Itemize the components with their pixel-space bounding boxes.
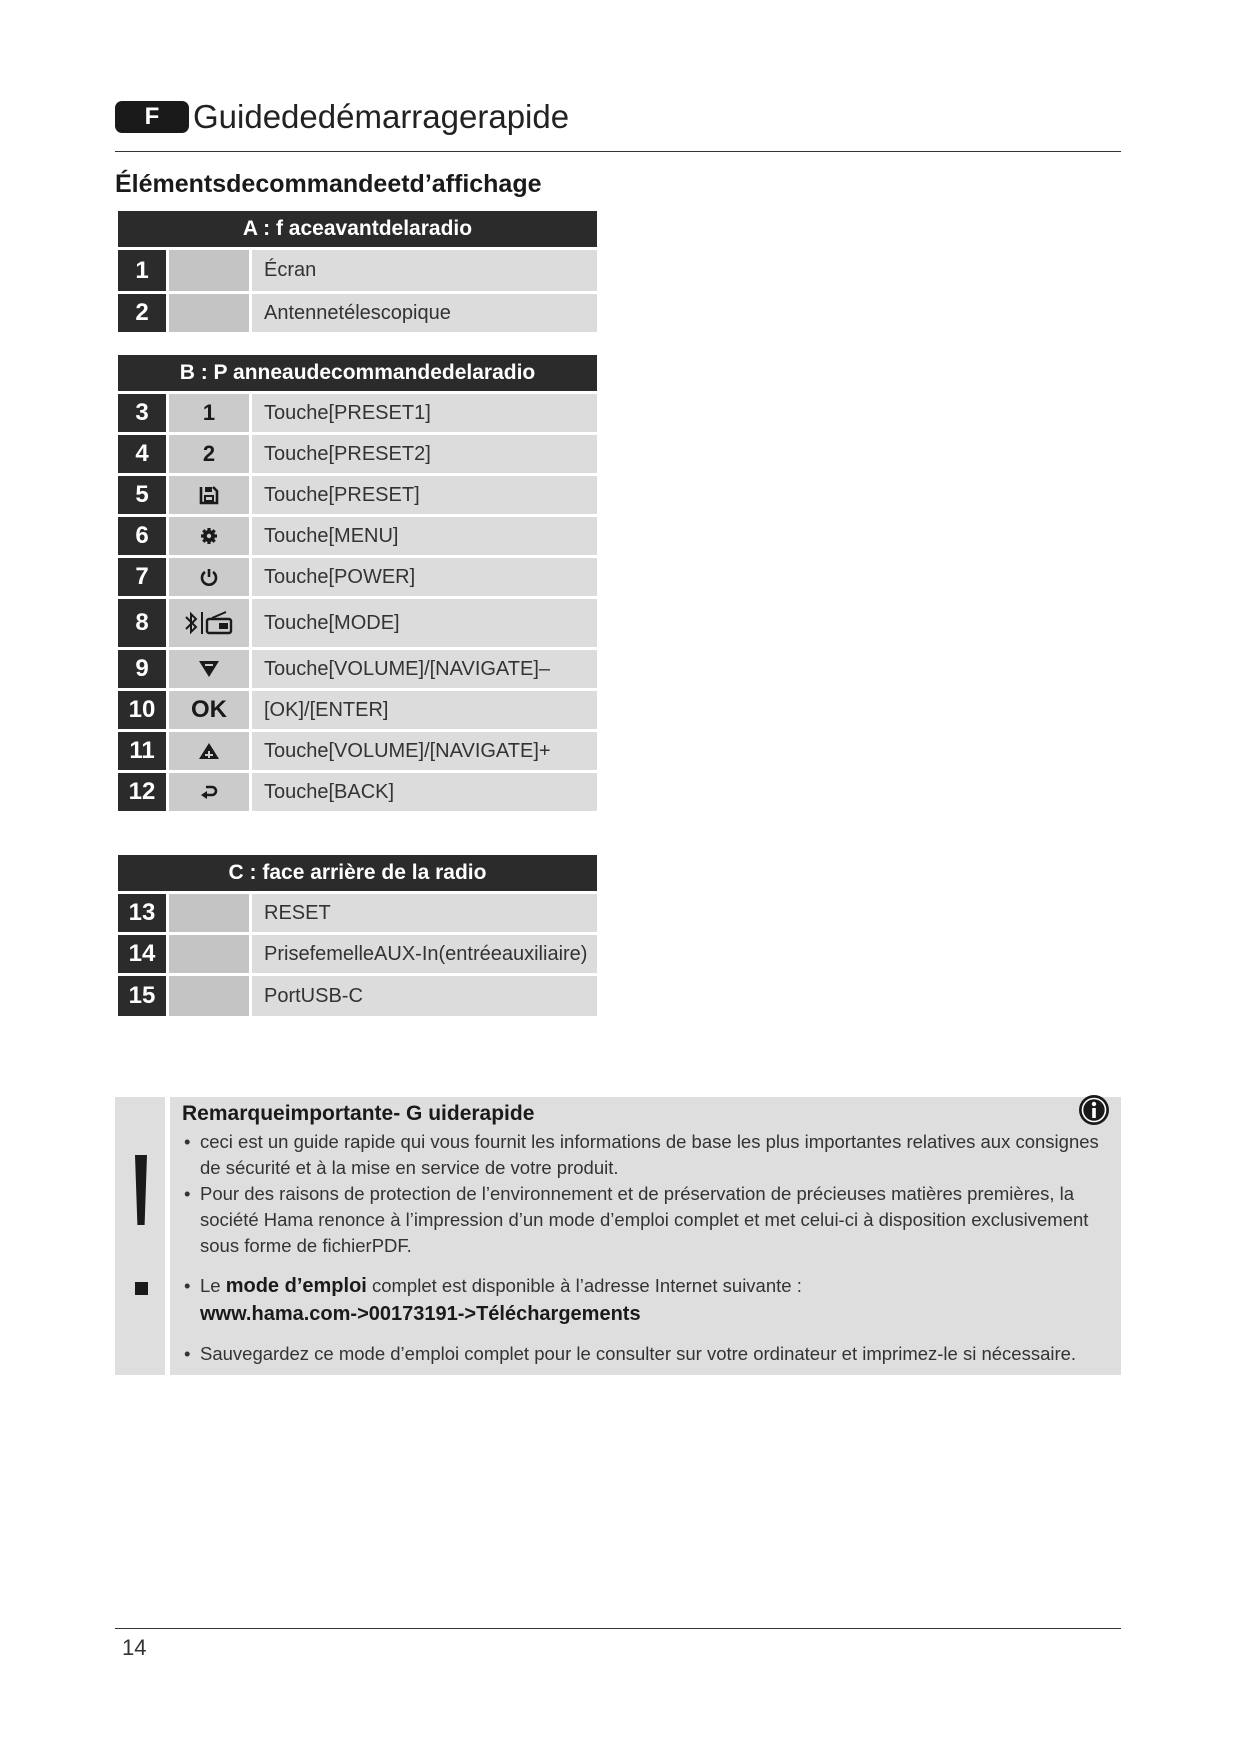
row-label: Écran — [252, 250, 597, 291]
table-back — [118, 855, 597, 1019]
list-item: • ceci est un guide rapide qui vous fournit les informations de base les plus importantes relatives aux consignes de sécurité et à la mise en service de votre produit. — [182, 1129, 1102, 1181]
bullet-bold-text: mode d’emploi — [225, 1275, 367, 1297]
save-icon — [169, 476, 249, 514]
row-number: 7 — [118, 558, 166, 596]
row-label: Touche[MENU] — [252, 517, 597, 555]
triangle-up-icon — [169, 732, 249, 770]
row-number: 6 — [118, 517, 166, 555]
table-row — [118, 894, 597, 932]
triangle-down-icon — [169, 650, 249, 688]
row-label: Touche[PRESET2] — [252, 435, 597, 473]
info-icon — [1077, 1093, 1111, 1132]
row-number: 9 — [118, 650, 166, 688]
table-row — [118, 435, 597, 473]
row-label: PortUSB-C — [252, 976, 597, 1016]
row-label: RESET — [252, 894, 597, 932]
table-row — [118, 935, 597, 973]
row-icon-cell — [169, 294, 249, 332]
preset-2-icon: 2 — [169, 435, 249, 473]
row-label: Touche[POWER] — [252, 558, 597, 596]
exclamation-icon — [135, 1155, 147, 1225]
note-title: Remarqueimportante- G uiderapide — [182, 1102, 535, 1125]
list-item: • Sauvegardez ce mode d’emploi complet pour le consulter sur votre ordinateur et imprimez-le si nécessaire. — [182, 1341, 1102, 1367]
table-row — [118, 773, 597, 811]
table-front — [118, 211, 597, 335]
row-label: Touche[VOLUME]/[NAVIGATE]+ — [252, 732, 597, 770]
footer-rule — [115, 1628, 1121, 1629]
row-number: 15 — [118, 976, 166, 1016]
table-row — [118, 294, 597, 332]
row-icon-cell — [169, 250, 249, 291]
exclamation-dot — [135, 1282, 148, 1295]
table-row — [118, 250, 597, 291]
page-title: Guidededémarragerapide — [193, 98, 570, 135]
table-back-header: C : face arrière de la radio — [118, 855, 597, 891]
row-number: 1 — [118, 250, 166, 291]
row-number: 2 — [118, 294, 166, 332]
section-title: Élémentsdecommandeetd’affichage — [115, 170, 542, 198]
row-number: 8 — [118, 599, 166, 647]
header-rule — [115, 151, 1121, 152]
row-label: Touche[MODE] — [252, 599, 597, 647]
bluetooth-radio-icon — [169, 599, 249, 647]
row-number: 5 — [118, 476, 166, 514]
list-item: • Pour des raisons de protection de l’environnement et de préservation de précieuses matières premières, la société Hama renonce à l’impression d’un mode d’emploi complet et met celui-ci à disposition exclusivement sous forme de fichierPDF. — [182, 1181, 1102, 1259]
page-header — [115, 92, 569, 142]
table-row — [118, 476, 597, 514]
table-control-panel-header: B : P anneaudecommandedelaradio — [118, 355, 597, 391]
ok-icon: OK — [169, 691, 249, 729]
table-row — [118, 517, 597, 555]
table-row — [118, 732, 597, 770]
table-control-panel — [118, 355, 597, 814]
bullet-text: complet est disponible à l’adresse Internet suivante : — [366, 1275, 802, 1296]
row-number: 13 — [118, 894, 166, 932]
row-label: Touche[VOLUME]/[NAVIGATE]– — [252, 650, 597, 688]
row-label: [OK]/[ENTER] — [252, 691, 597, 729]
table-row — [118, 976, 597, 1016]
row-icon-cell — [169, 894, 249, 932]
row-icon-cell — [169, 935, 249, 973]
row-number: 11 — [118, 732, 166, 770]
bullet-text: Le — [200, 1275, 226, 1296]
table-row — [118, 394, 597, 432]
back-arrow-icon — [169, 773, 249, 811]
table-row — [118, 691, 597, 729]
note-bullets — [182, 1129, 1102, 1367]
row-number: 3 — [118, 394, 166, 432]
table-row — [118, 650, 597, 688]
download-url: www.hama.com->00173191->Téléchargements — [200, 1303, 641, 1325]
row-label: Antennetélescopique — [252, 294, 597, 332]
row-label: Touche[PRESET] — [252, 476, 597, 514]
table-row — [118, 558, 597, 596]
table-front-header: A : f aceavantdelaradio — [118, 211, 597, 247]
table-row — [118, 599, 597, 647]
gear-icon — [169, 517, 249, 555]
note-body — [170, 1097, 1121, 1375]
warning-bar — [115, 1097, 165, 1375]
row-number: 4 — [118, 435, 166, 473]
row-icon-cell — [169, 976, 249, 1016]
important-note — [115, 1097, 1121, 1375]
language-badge: F — [115, 101, 189, 133]
row-number: 14 — [118, 935, 166, 973]
row-number: 10 — [118, 691, 166, 729]
preset-1-icon: 1 — [169, 394, 249, 432]
page-number: 14 — [122, 1635, 147, 1660]
row-number: 12 — [118, 773, 166, 811]
row-label: PrisefemelleAUX-In(entréeauxiliaire) — [252, 935, 597, 973]
power-icon — [169, 558, 249, 596]
row-label: Touche[BACK] — [252, 773, 597, 811]
list-item — [182, 1273, 1102, 1327]
row-label: Touche[PRESET1] — [252, 394, 597, 432]
